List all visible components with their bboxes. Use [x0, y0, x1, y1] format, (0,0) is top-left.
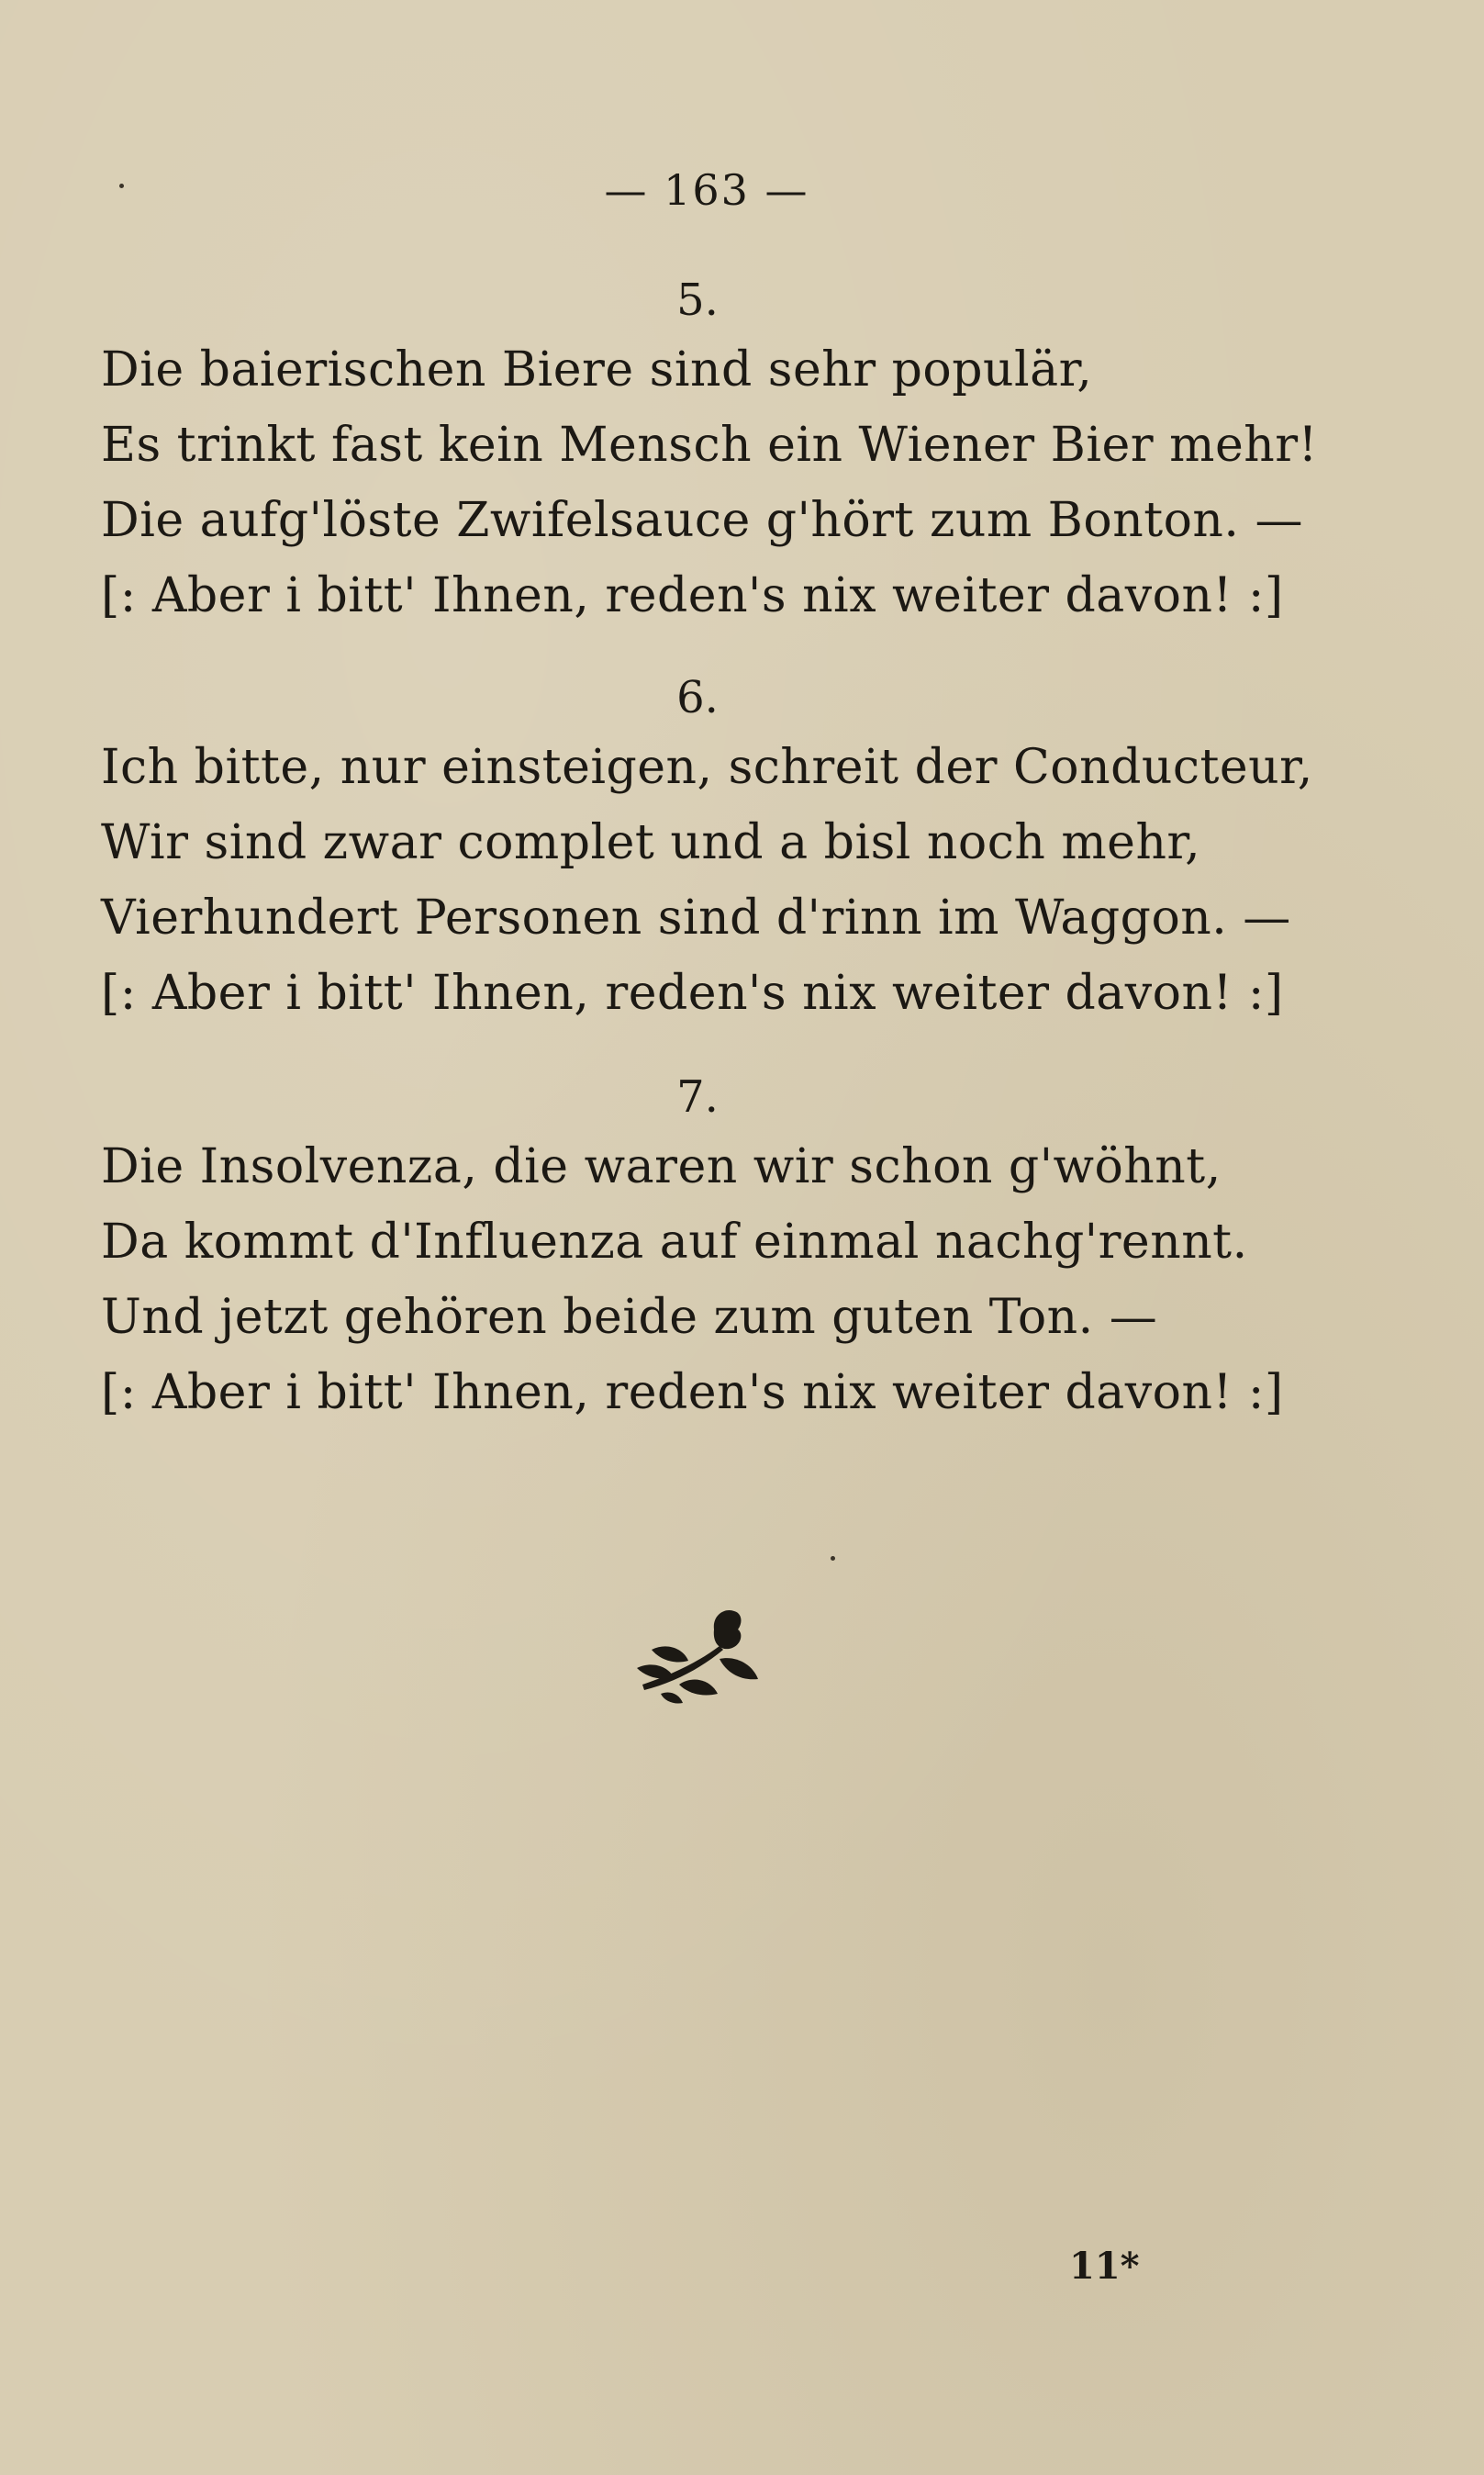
verse-line: Ich bitte, nur einsteigen, schreit der Conducteur,	[101, 740, 1313, 795]
verse-line: Und jetzt gehören beide zum guten Ton. —	[101, 1290, 1158, 1345]
stanza-number: 5.	[676, 274, 719, 326]
stanza-6	[101, 666, 1386, 1031]
verse-line: Es trinkt fast kein Mensch ein Wiener Bier mehr!	[101, 418, 1318, 473]
refrain-line: [: Aber i bitt' Ihnen, reden's nix weiter davon! :]	[101, 568, 1284, 623]
verse-line: Da kommt d'Influenza auf einmal nachg'rennt.	[101, 1215, 1248, 1270]
verse-line: Die aufg'löste Zwifelsauce g'hört zum Bonton. —	[101, 493, 1303, 548]
floral-vignette-icon	[624, 1602, 771, 1712]
refrain-line: [: Aber i bitt' Ihnen, reden's nix weiter davon! :]	[101, 966, 1284, 1021]
refrain-line: [: Aber i bitt' Ihnen, reden's nix weiter davon! :]	[101, 1365, 1284, 1420]
verse-line: Die baierischen Biere sind sehr populär,	[101, 342, 1093, 398]
stanza-5	[101, 268, 1386, 633]
verse-line: Vierhundert Personen sind d'rinn im Waggon. —	[101, 890, 1291, 946]
stanza-number: 7.	[676, 1071, 719, 1123]
ink-speck	[831, 1556, 835, 1561]
verse-line: Wir sind zwar complet und a bisl noch mehr,	[101, 815, 1201, 870]
page-number: — 163 —	[604, 165, 809, 215]
stanza-number: 6.	[676, 672, 719, 723]
stanza-7	[101, 1065, 1386, 1430]
signature-mark: 11*	[1069, 2245, 1140, 2288]
verse-line: Die Insolvenza, die waren wir schon g'wöhnt,	[101, 1139, 1222, 1194]
